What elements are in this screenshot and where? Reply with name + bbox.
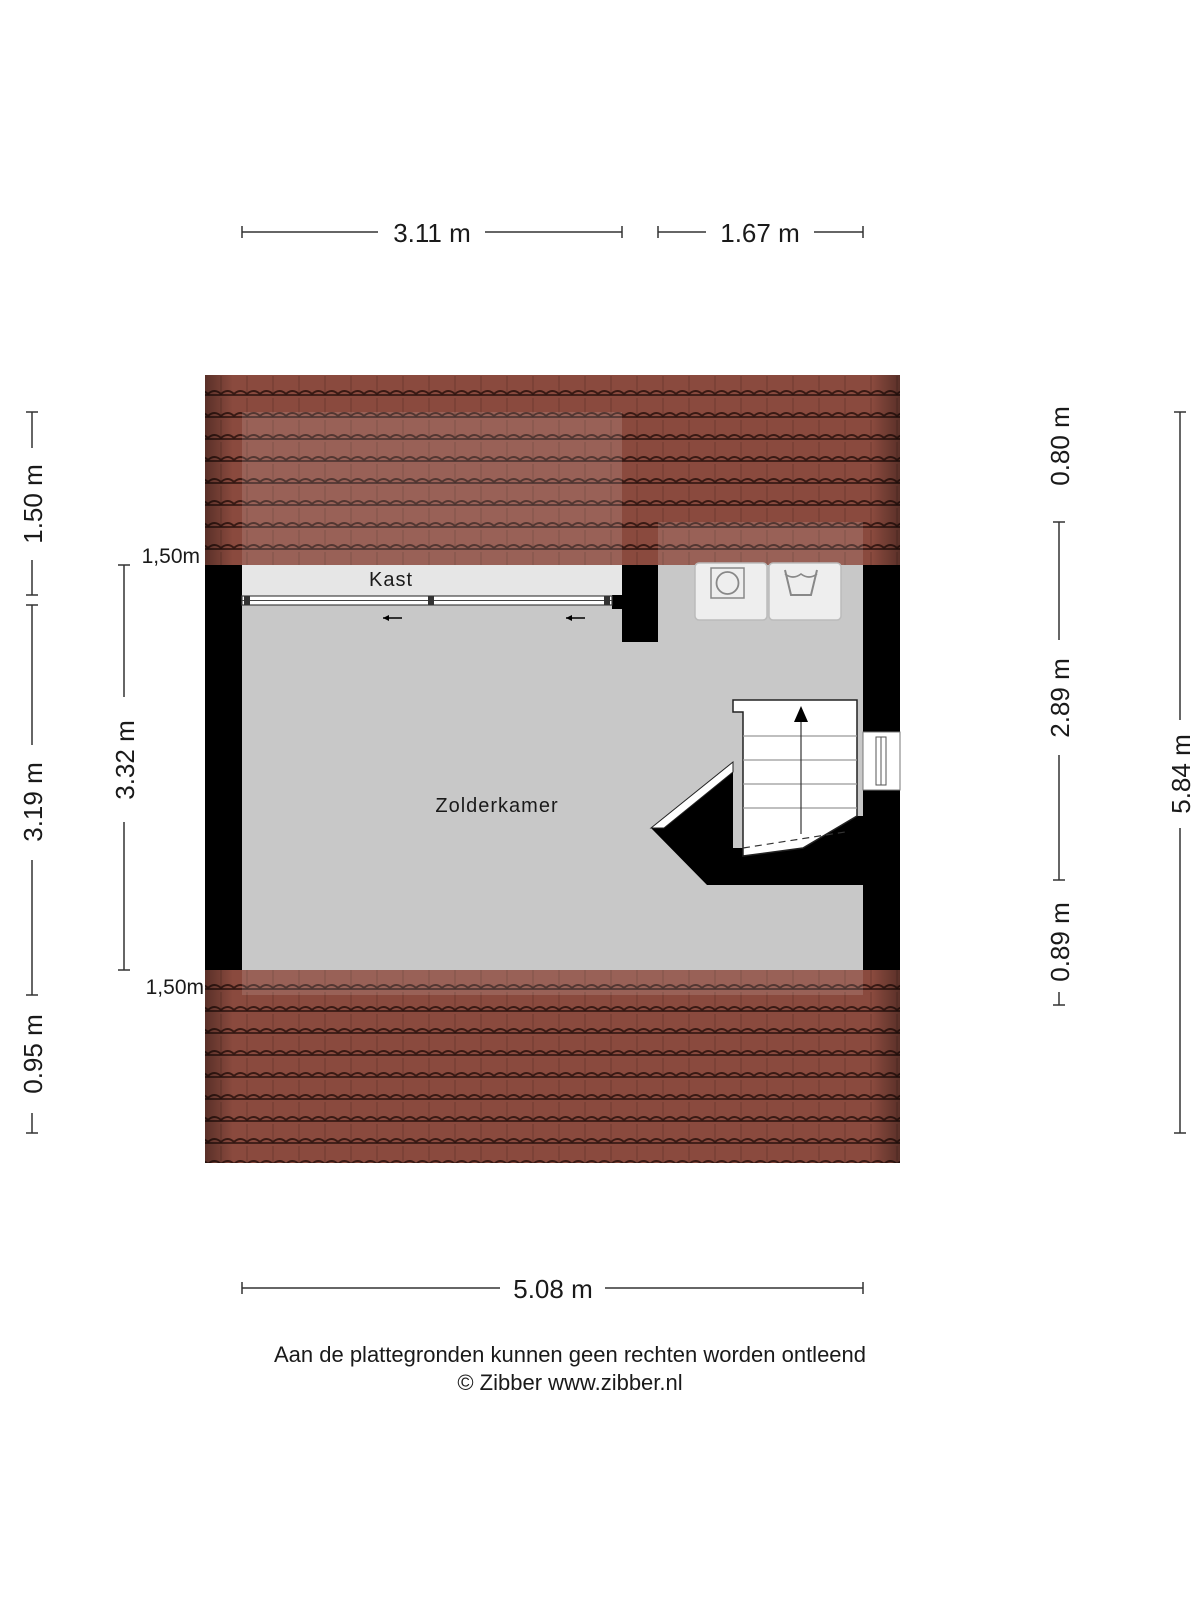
- dryer-icon: [769, 563, 841, 620]
- dim-top-left: 3.11 m: [393, 218, 471, 248]
- dim-right-mid: 2.89 m: [1045, 658, 1075, 738]
- roof-top: [205, 375, 900, 565]
- height-mark-top: 1,50m: [141, 545, 200, 568]
- window-right: [863, 732, 900, 790]
- room-label-closet: Kast: [368, 569, 414, 591]
- roof-bottom: [205, 970, 900, 1163]
- dim-left-mid: 3.19 m: [18, 762, 48, 842]
- dim-left-bottom: 0.95 m: [18, 1014, 48, 1094]
- height-mark-bottom: 1,50m: [145, 976, 204, 999]
- footer-copyright: © Zibber www.zibber.nl: [457, 1370, 683, 1395]
- dim-right-top: 0.80 m: [1045, 406, 1075, 486]
- dim-left-top: 1.50 m: [18, 464, 48, 544]
- dim-right-bottom: 0.89 m: [1045, 902, 1075, 982]
- washing-machine-icon: [695, 563, 767, 620]
- dim-top-right: 1.67 m: [720, 218, 800, 248]
- dim-inner-left: 3.32 m: [110, 720, 140, 800]
- dim-far-right: 5.84 m: [1166, 734, 1196, 814]
- footer-disclaimer: Aan de plattegronden kunnen geen rechten worden ontleend: [273, 1342, 867, 1367]
- room-label-attic: Zolderkamer: [435, 795, 559, 817]
- dim-bottom: 5.08 m: [513, 1274, 593, 1304]
